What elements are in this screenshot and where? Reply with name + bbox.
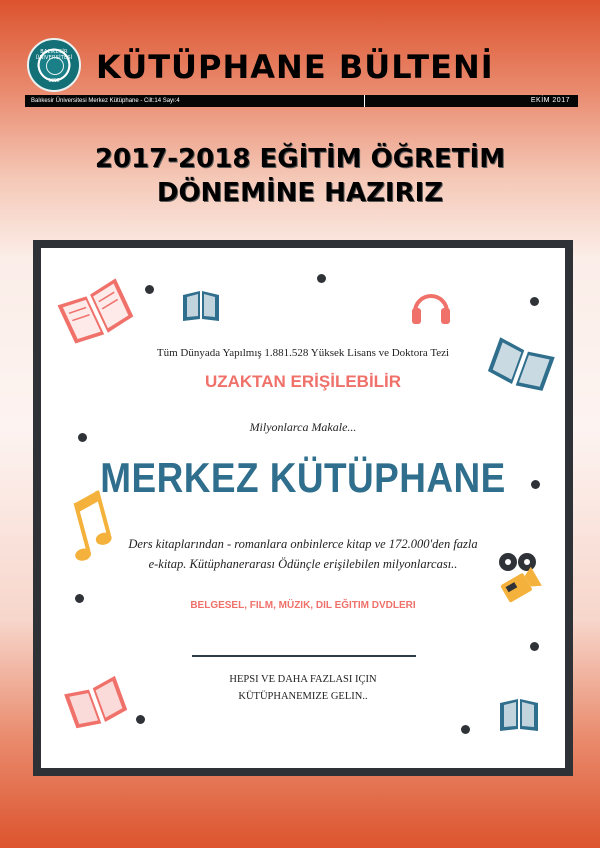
decor-dot bbox=[530, 297, 539, 306]
articles-text: Milyonlarca Makale... bbox=[249, 420, 357, 434]
info-bar bbox=[25, 95, 578, 107]
logo-emblem bbox=[46, 57, 64, 75]
call-to-action bbox=[41, 671, 565, 705]
logo-text: BALIKESİR ÜNİVERSİTESİ bbox=[35, 49, 73, 61]
remote-access-text: UZAKTAN ERİŞİLEBİLİR bbox=[204, 372, 402, 391]
decor-dot bbox=[145, 285, 154, 294]
description-line-1: Ders kitaplarından - romanlara onbinlerce kitap ve 172.000'den fazla bbox=[128, 537, 478, 551]
open-book-icon bbox=[55, 270, 135, 350]
headline-line-2: DÖNEMİNE HAZIRIZ bbox=[156, 178, 444, 208]
description-line-2: e-kitap. Kütüphanerarası Ödünçle erişilebilen milyonlarcası.. bbox=[148, 557, 458, 571]
cta-line-1: HEPSI VE DAHA FAZLASI IÇIN bbox=[229, 674, 377, 685]
library-poster bbox=[33, 240, 573, 776]
newsletter-title: KÜTÜPHANE BÜLTENİ bbox=[96, 48, 494, 86]
info-divider bbox=[364, 95, 365, 107]
decor-dot bbox=[317, 274, 326, 283]
theses-text: Tüm Dünyada Yapılmış 1.881.528 Yüksek Lisans ve Doktora Tezi bbox=[156, 347, 450, 359]
headline bbox=[0, 142, 600, 210]
book-icon bbox=[179, 283, 223, 327]
decor-dot bbox=[461, 725, 470, 734]
logo-year: 1992 bbox=[48, 78, 60, 84]
university-logo bbox=[27, 38, 81, 92]
cta-line-2: KÜTÜPHANEMIZE GELIN.. bbox=[238, 691, 368, 702]
divider-line bbox=[192, 655, 416, 657]
books-description bbox=[41, 534, 565, 574]
headphones-icon bbox=[409, 282, 453, 330]
decor-dot bbox=[530, 642, 539, 651]
library-name: MERKEZ KÜTÜPHANE bbox=[100, 454, 506, 501]
dvd-text: BELGESEL, FILM, MÜZIK, DIL EĞITIM DVDLERI bbox=[190, 600, 416, 611]
headline-line-1: 2017-2018 EĞİTİM ÖĞRETİM bbox=[94, 144, 506, 174]
issue-info: Balıkesir Üniversitesi Merkez Kütüphane - Cilt:14 Sayı:4 bbox=[31, 98, 180, 104]
issue-date: EKİM 2017 bbox=[530, 97, 570, 104]
decor-dot bbox=[136, 715, 145, 724]
poster-card bbox=[41, 248, 565, 768]
